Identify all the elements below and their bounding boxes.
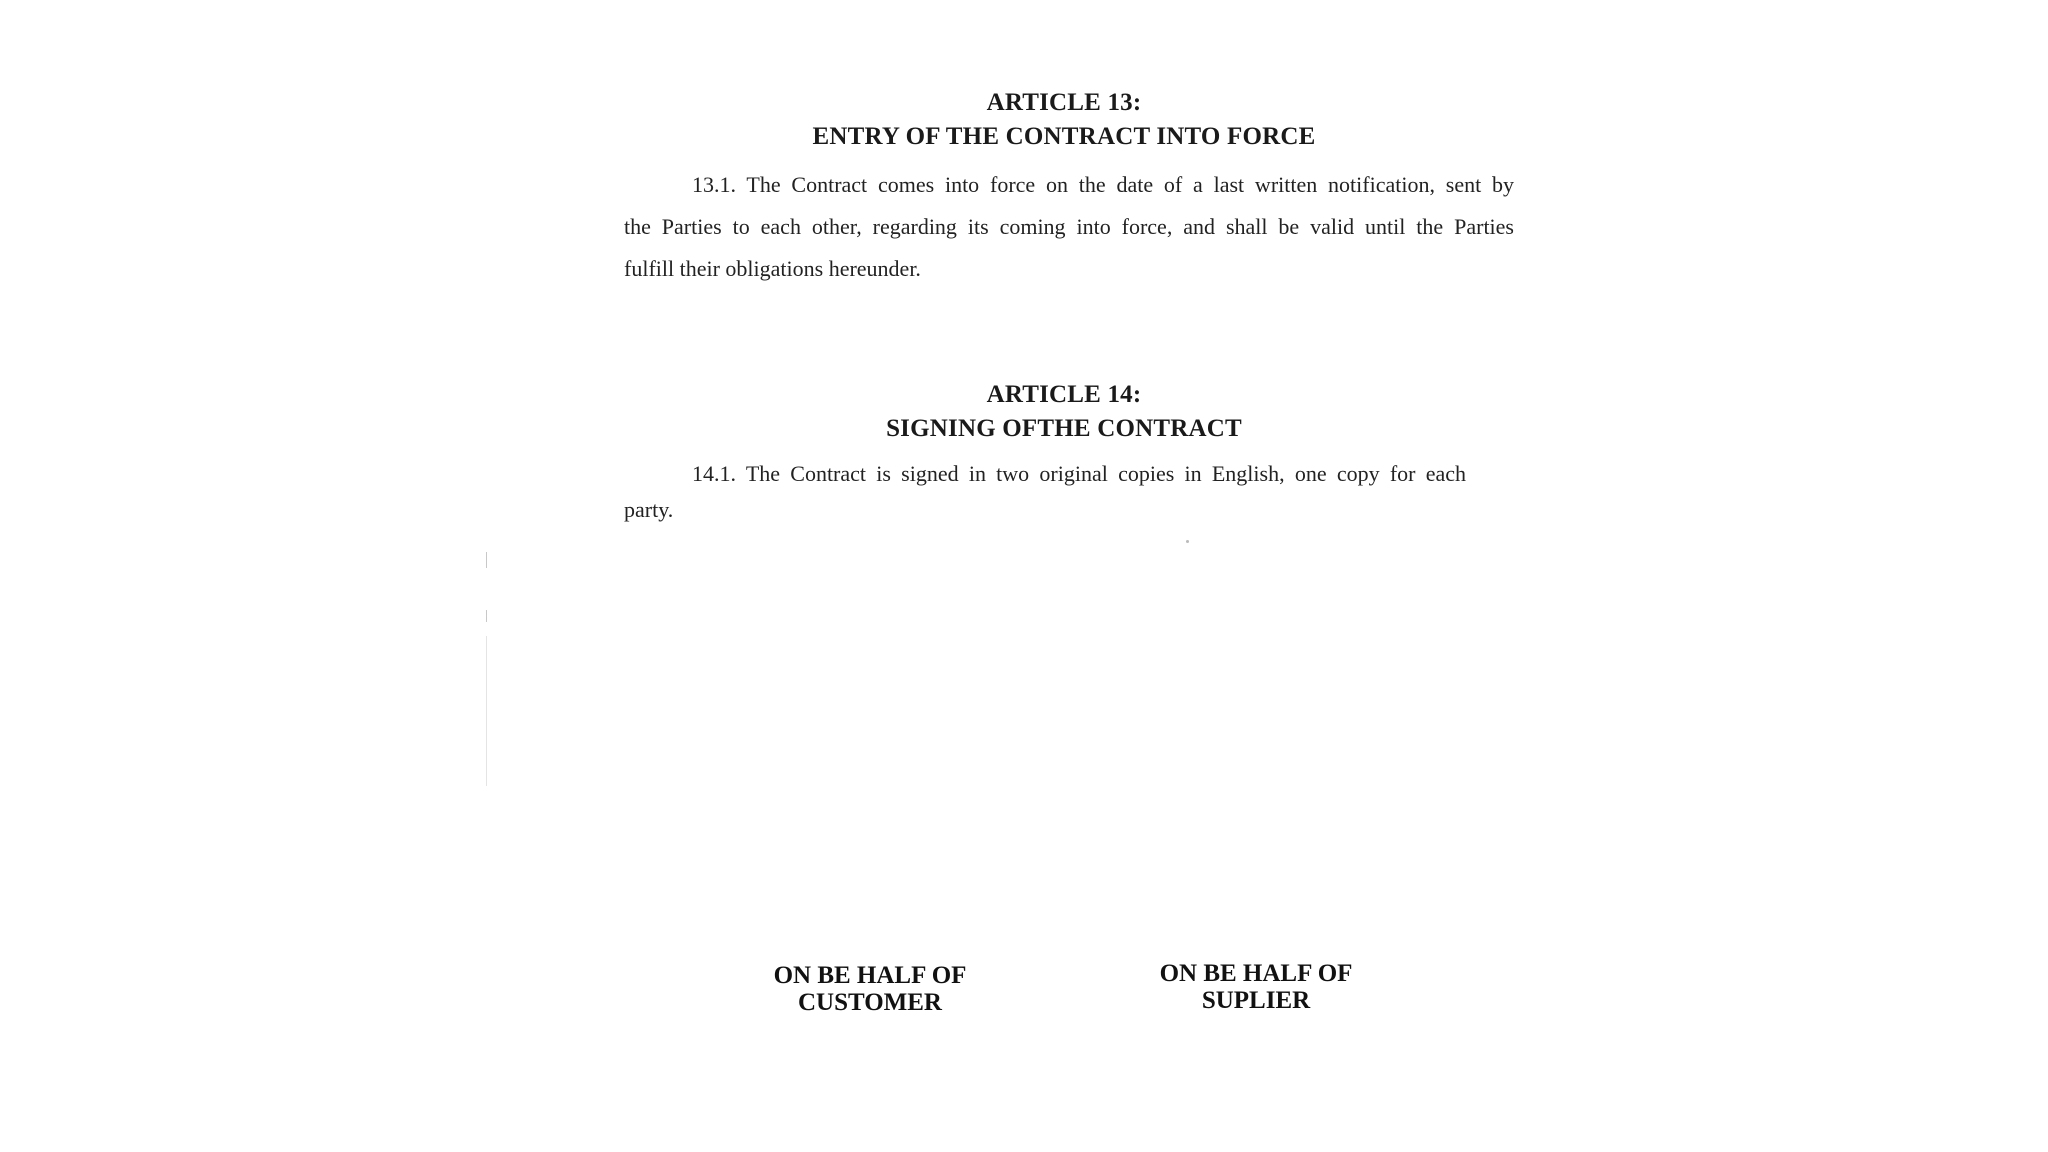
supplier-signature-block <box>1136 960 1376 1014</box>
scan-margin-mark <box>486 636 487 786</box>
article-14-paragraph <box>624 456 1466 528</box>
scan-margin-mark <box>486 552 487 568</box>
paragraph-line: fulfill their obligations hereunder. <box>624 256 921 281</box>
customer-signature-line1: ON BE HALF OF <box>773 962 967 989</box>
article-14-number: ARTICLE 14: <box>986 381 1142 408</box>
article-13-paragraph <box>624 164 1514 290</box>
supplier-signature-line1: ON BE HALF OF <box>1159 960 1353 987</box>
paragraph-line: party. <box>624 497 674 522</box>
article-14-heading <box>0 378 2048 446</box>
supplier-signature-line2: SUPLIER <box>1201 987 1311 1014</box>
scan-margin-mark <box>486 610 487 622</box>
article-13-title: ENTRY OF THE CONTRACT INTO FORCE <box>812 123 1316 150</box>
customer-signature-block <box>750 962 990 1016</box>
article-14-title: SIGNING OFTHE CONTRACT <box>886 415 1242 442</box>
paragraph-line: 13.1. The Contract comes into force on the date of a last written notification, sent by <box>692 172 1514 197</box>
paragraph-line: 14.1. The Contract is signed in two original copies in English, one copy for each <box>692 461 1466 486</box>
customer-signature-line2: CUSTOMER <box>797 989 942 1016</box>
article-13-heading <box>0 86 2048 154</box>
article-13-number: ARTICLE 13: <box>986 89 1142 116</box>
scan-speck <box>1186 540 1189 543</box>
paragraph-line: the Parties to each other, regarding its coming into force, and shall be valid until the Parties <box>624 214 1514 239</box>
